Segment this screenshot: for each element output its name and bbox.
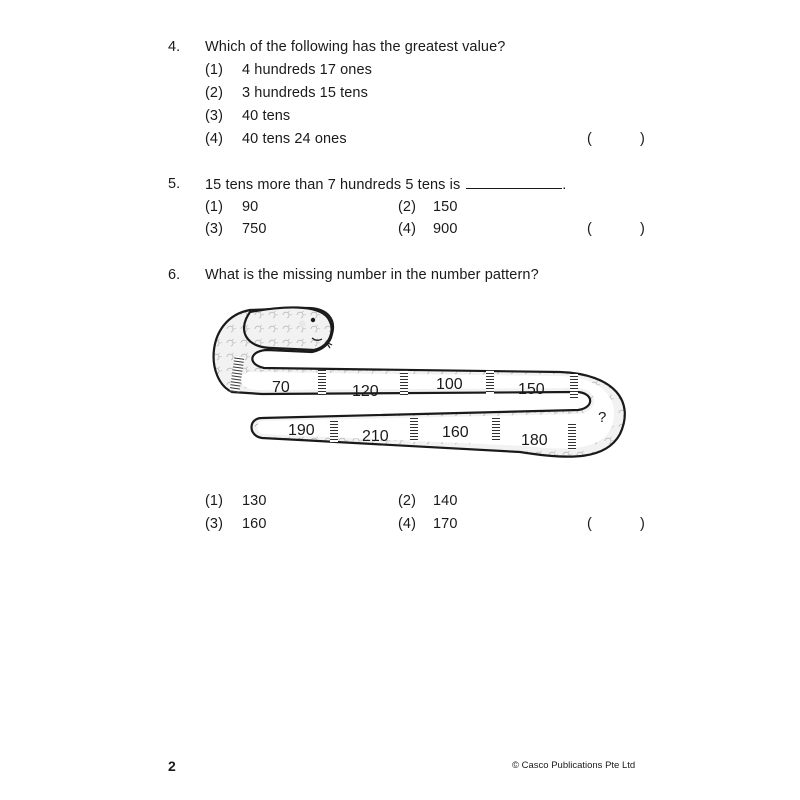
q5-line: [205, 176, 566, 193]
snake-number-6: 210: [362, 428, 389, 445]
q6-number: 6.: [168, 267, 181, 283]
q5-option-4-label: (4): [398, 221, 417, 237]
q6-option-4-text: 170: [433, 516, 458, 532]
snake-number-3: 100: [436, 376, 463, 393]
q5-text: 15 tens more than 7 hundreds 5 tens is: [205, 177, 461, 193]
q5-period: .: [562, 177, 567, 193]
q4-option-4-text: 40 tens 24 ones: [242, 131, 347, 147]
q5-answer-paren-open[interactable]: (: [587, 221, 592, 237]
q4-answer-paren-close[interactable]: ): [640, 131, 645, 147]
snake-number-1: 70: [272, 379, 290, 396]
q5-answer-blank[interactable]: [466, 176, 562, 189]
page-number: 2: [168, 758, 176, 774]
q4-option-2-text: 3 hundreds 15 tens: [242, 85, 368, 101]
q6-option-4-label: (4): [398, 516, 417, 532]
q4-option-3-text: 40 tens: [242, 108, 291, 124]
q5-option-2-text: 150: [433, 199, 458, 215]
snake-number-pattern: [0, 290, 800, 480]
q6-option-3-text: 160: [242, 516, 267, 532]
q5-option-1-text: 90: [242, 199, 259, 215]
q5-option-2-label: (2): [398, 199, 417, 215]
q5-answer-paren-close[interactable]: ): [640, 221, 645, 237]
snake-eye-icon: [311, 318, 315, 322]
q4-option-1-text: 4 hundreds 17 ones: [242, 62, 372, 78]
q6-option-1-text: 130: [242, 493, 267, 509]
q6-text: What is the missing number in the number pattern?: [205, 267, 539, 283]
q6-option-3-label: (3): [205, 516, 224, 532]
snake-number-2: 120: [352, 383, 379, 400]
q4-option-4-label: (4): [205, 131, 224, 147]
snake-number-8: 180: [521, 432, 548, 449]
q4-text: Which of the following has the greatest value?: [205, 39, 506, 55]
snake-number-5: 190: [288, 422, 315, 439]
snake-number-4: 150: [518, 381, 545, 398]
q6-answer-paren-open[interactable]: (: [587, 516, 592, 532]
q6-option-1-label: (1): [205, 493, 224, 509]
q5-option-4-text: 900: [433, 221, 458, 237]
q5-option-3-label: (3): [205, 221, 224, 237]
q5-number: 5.: [168, 176, 181, 192]
q6-answer-paren-close[interactable]: ): [640, 516, 645, 532]
q4-option-3-label: (3): [205, 108, 224, 124]
q6-option-2-label: (2): [398, 493, 417, 509]
snake-missing-mark: ?: [598, 409, 607, 426]
q4-option-1-label: (1): [205, 62, 224, 78]
q5-option-3-text: 750: [242, 221, 267, 237]
snake-number-7: 160: [442, 424, 469, 441]
q4-answer-paren-open[interactable]: (: [587, 131, 592, 147]
q6-option-2-text: 140: [433, 493, 458, 509]
q5-option-1-label: (1): [205, 199, 224, 215]
copyright-notice: © Casco Publications Pte Ltd: [512, 760, 636, 771]
q4-option-2-label: (2): [205, 85, 224, 101]
q4-number: 4.: [168, 39, 181, 55]
